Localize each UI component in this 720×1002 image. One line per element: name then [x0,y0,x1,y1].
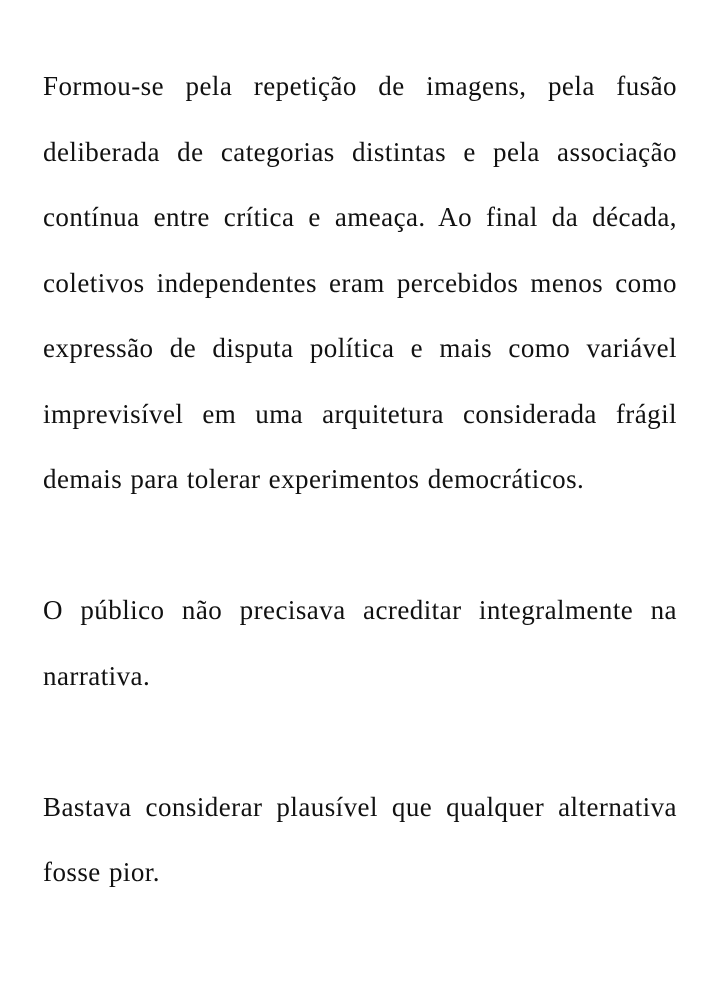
document-page [43,54,677,906]
body-paragraph: Bastava considerar plausível que qualquer alternativa fosse pior. [43,791,677,887]
body-paragraph: Formou-se pela repetição de imagens, pela fusão deliberada de categorias distintas e pela associação contínua entre crítica e ameaça. Ao final da década, coletivos independentes eram percebidos menos como expressão de disputa política e mais como variável imprevisível em uma arquitetura considerada frágil demais para tolerar experimentos democráticos. [43,71,677,494]
body-paragraph: O público não precisava acreditar integralmente na narrativa. [43,595,677,691]
